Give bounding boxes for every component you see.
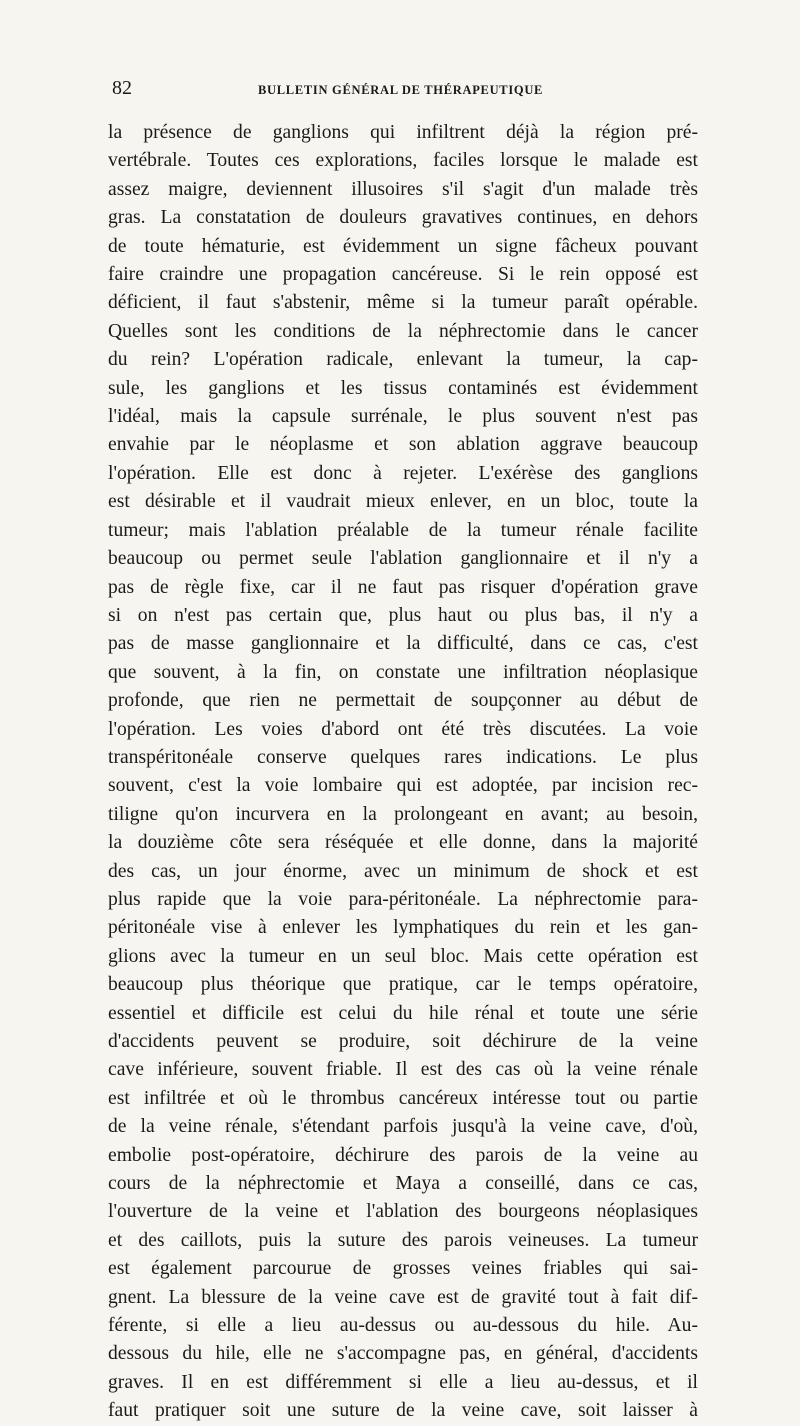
text-line: tumeur; mais l'ablation préalable de la tumeur rénale facilite bbox=[108, 519, 698, 541]
text-line: si on n'est pas certain que, plus haut ou plus bas, il n'y a bbox=[108, 604, 698, 626]
text-line: embolie post-opératoire, déchirure des parois de la veine au bbox=[108, 1144, 698, 1166]
text-line: la douzième côte sera réséquée et elle donne, dans la majorité bbox=[108, 832, 698, 854]
text-line: faire craindre une propagation cancéreuse. Si le rein opposé est bbox=[108, 264, 698, 286]
text-line: de la veine rénale, s'étendant parfois jusqu'à la veine cave, d'où, bbox=[108, 1116, 698, 1138]
text-line: est désirable et il vaudrait mieux enlever, en un bloc, toute la bbox=[108, 491, 698, 513]
text-line: de toute hématurie, est évidemment un signe fâcheux pouvant bbox=[108, 235, 698, 257]
text-line: et des caillots, puis la suture des parois veineuses. La tumeur bbox=[108, 1229, 698, 1251]
text-line: que souvent, à la fin, on constate une infiltration néoplasique bbox=[108, 661, 698, 683]
text-line: envahie par le néoplasme et son ablation aggrave beaucoup bbox=[108, 434, 698, 456]
text-line: est infiltrée et où le thrombus cancéreux intéresse tout ou partie bbox=[108, 1087, 698, 1109]
text-line: déficient, il faut s'abstenir, même si la tumeur paraît opérable. bbox=[108, 292, 698, 314]
text-line: gras. La constatation de douleurs gravatives continues, en dehors bbox=[108, 207, 698, 229]
text-line: péritonéale vise à enlever les lymphatiques du rein et les gan- bbox=[108, 917, 698, 939]
text-line: l'ouverture de la veine et l'ablation des bourgeons néoplasiques bbox=[108, 1201, 698, 1223]
text-line: d'accidents peuvent se produire, soit déchirure de la veine bbox=[108, 1031, 698, 1052]
text-line: vertébrale. Toutes ces explorations, faciles lorsque le malade est bbox=[108, 150, 698, 172]
text-line: essentiel et difficile est celui du hile rénal et toute une série bbox=[108, 1002, 698, 1024]
text-line: dessous du hile, elle ne s'accompagne pas, en général, d'accidents bbox=[108, 1343, 698, 1365]
text-line: sule, les ganglions et les tissus contaminés est évidemment bbox=[108, 377, 698, 399]
text-line: faut pratiquer soit une suture de la veine cave, soit laisser à bbox=[108, 1400, 698, 1422]
text-line: graves. Il en est différemment si elle a lieu au-dessus, et il bbox=[108, 1371, 698, 1393]
text-line: la présence de ganglions qui infiltrent déjà la région pré- bbox=[108, 122, 698, 143]
page-number: 82 bbox=[112, 77, 132, 99]
text-line: profonde, que rien ne permettait de soupçonner au début de bbox=[108, 690, 698, 712]
text-line: férente, si elle a lieu au-dessus ou au-dessous du hile. Au- bbox=[108, 1315, 698, 1337]
text-line: gnent. La blessure de la veine cave est de gravité tout à fait dif- bbox=[108, 1286, 698, 1308]
body-paragraph bbox=[108, 119, 698, 1426]
text-line: assez maigre, deviennent illusoires s'il s'agit d'un malade très bbox=[108, 178, 698, 200]
text-line: plus rapide que la voie para-péritonéale. La néphrectomie para- bbox=[108, 888, 698, 910]
page-header bbox=[112, 74, 696, 102]
text-line: transpéritonéale conserve quelques rares indications. Le plus bbox=[108, 746, 698, 768]
text-line: des cas, un jour énorme, avec un minimum de shock et est bbox=[108, 860, 698, 882]
text-line: Quelles sont les conditions de la néphrectomie dans le cancer bbox=[108, 320, 698, 342]
text-line: beaucoup plus théorique que pratique, car le temps opératoire, bbox=[108, 974, 698, 996]
text-line: tiligne qu'on incurvera en la prolongeant en avant; au besoin, bbox=[108, 803, 698, 825]
text-line: est également parcourue de grosses veines friables qui sai- bbox=[108, 1258, 698, 1280]
text-line: beaucoup ou permet seule l'ablation ganglionnaire et il n'y a bbox=[108, 548, 698, 570]
text-line: l'opération. Les voies d'abord ont été très discutées. La voie bbox=[108, 718, 698, 740]
text-line: cave inférieure, souvent friable. Il est des cas où la veine rénale bbox=[108, 1059, 698, 1081]
text-line: l'opération. Elle est donc à rejeter. L'exérèse des ganglions bbox=[108, 462, 698, 484]
text-line: pas de masse ganglionnaire et la difficulté, dans ce cas, c'est bbox=[108, 633, 698, 655]
text-line: cours de la néphrectomie et Maya a conseillé, dans ce cas, bbox=[108, 1173, 698, 1195]
text-line: glions avec la tumeur en un seul bloc. Mais cette opération est bbox=[108, 945, 698, 967]
text-line: souvent, c'est la voie lombaire qui est adoptée, par incision rec- bbox=[108, 775, 698, 797]
running-title: BULLETIN GÉNÉRAL DE THÉRAPEUTIQUE bbox=[258, 83, 544, 97]
text-line: pas de règle fixe, car il ne faut pas risquer d'opération grave bbox=[108, 576, 698, 598]
text-line: l'idéal, mais la capsule surrénale, le plus souvent n'est pas bbox=[108, 406, 698, 428]
text-line: du rein? L'opération radicale, enlevant la tumeur, la cap- bbox=[108, 349, 698, 371]
